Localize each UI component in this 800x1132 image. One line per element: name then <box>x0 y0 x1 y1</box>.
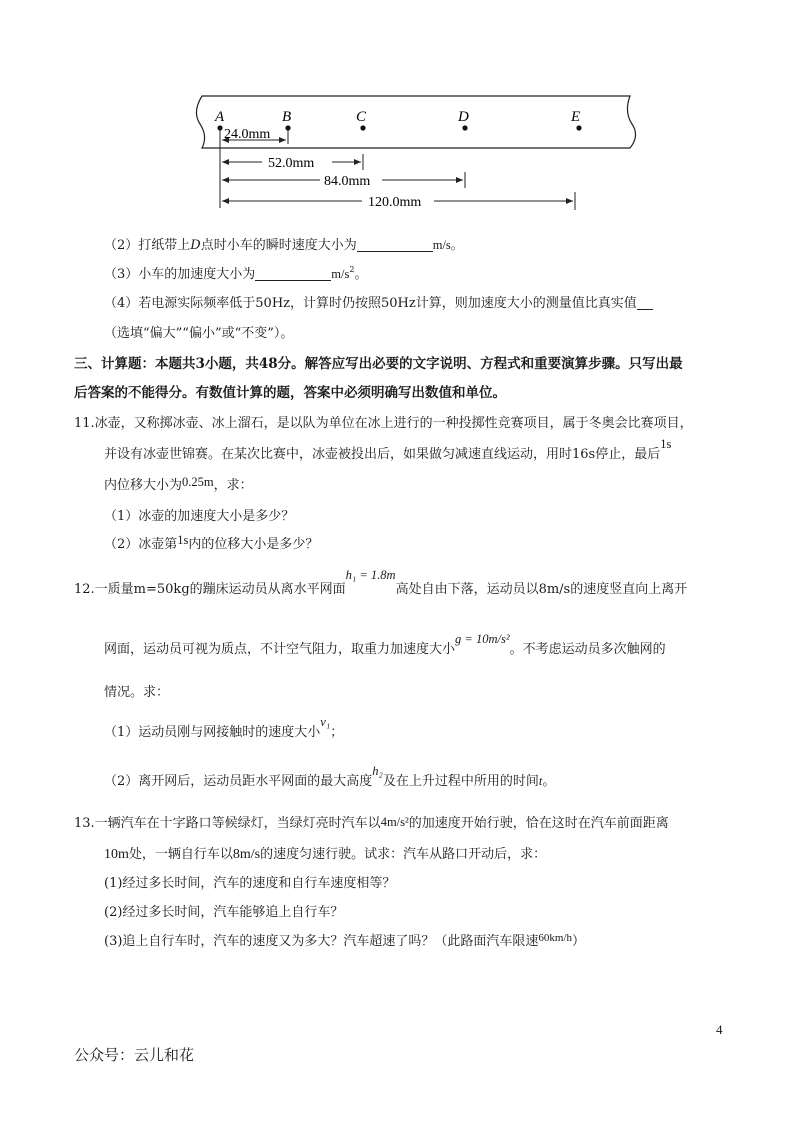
q11-line3-text: 内位移大小为 <box>104 478 183 493</box>
q12-sub2-var: t <box>538 774 543 788</box>
q13-sub2: (2)经过多长时间，汽车能够追上自行车？ <box>104 905 344 920</box>
q13-line1-text: 13.一辆汽车在十字路口等候绿灯，当绿灯亮时汽车以 <box>74 816 381 831</box>
q12-sub1 <box>104 715 344 740</box>
q10-part2-text: （2）打纸带上 <box>104 238 191 253</box>
point-d-dot <box>462 125 467 130</box>
q13-sub3-end: ） <box>572 934 586 949</box>
distance-ac-label: 52.0mm <box>268 156 315 171</box>
q12-sub2 <box>104 764 556 789</box>
q11-line3-end: ，求： <box>213 478 253 493</box>
q13-sub3 <box>104 930 585 949</box>
q12-line2-text: 网面，运动员可视为质点，不计空气阻力，取重力加速度大小 <box>104 642 456 657</box>
point-d-label: D <box>458 109 469 125</box>
q12-line2 <box>104 632 666 657</box>
q10-part4-answer-blank[interactable] <box>637 295 653 310</box>
q11-sub2-text: （2）冰壶第 <box>104 537 178 552</box>
q10-part2-var: D <box>190 238 201 253</box>
distance-ae-label: 120.0mm <box>368 195 422 210</box>
q11-sub2-math: 1s <box>177 533 189 547</box>
q11-line2 <box>104 437 672 462</box>
q13-line1-end: 的加速度开始行驶，恰在这时在汽车前面距离 <box>408 816 669 831</box>
q13-line2 <box>104 843 546 863</box>
q11-sub2-end: 内的位移大小是多少？ <box>188 537 319 552</box>
q13-line2-end: 的速度匀速行驶。试求：汽车从路口开动后，求： <box>260 847 547 862</box>
q12-line1-end: 高处自由下落，运动员以8m/s的速度竖直向上离开 <box>395 582 688 597</box>
q13-line2-text: 处，一辆自行车以 <box>128 847 233 862</box>
q13-line1-math: 4m/s² <box>380 815 409 829</box>
q12-sub1-text: （1）运动员刚与网接触时的速度大小 <box>104 725 321 740</box>
q13-sub3-math: 60km/h <box>538 932 573 944</box>
q10-part3-unit-exp: 2 <box>349 265 355 274</box>
q11-line3 <box>104 474 253 493</box>
q12-line1-text: 12.一质量m=50kg的蹦床运动员从离水平网面 <box>74 582 346 597</box>
q13-sub1: (1)经过多长时间，汽车的速度和自行车速度相等？ <box>104 876 396 891</box>
q10-part2-answer-blank[interactable] <box>357 237 433 252</box>
q10-part3-text: （3）小车的加速度大小为 <box>104 267 256 282</box>
q11-line2-text: 并设有冰壶世锦赛。在某次比赛中，冰壶被投出后，如果做匀减速直线运动，用时16s停止，最后 <box>104 447 661 462</box>
q12-line2-end: 。不考虑运动员多次触网的 <box>509 642 666 657</box>
point-a-label: A <box>215 109 225 125</box>
q10-part3 <box>104 263 367 282</box>
point-c-label: C <box>356 109 367 125</box>
q12-sub1-math: v₁ <box>320 715 331 729</box>
q13-line2-math1: 10m <box>104 847 129 862</box>
q12-line3: 情况。求： <box>104 685 170 700</box>
footer-text: 公众号：云儿和花 <box>74 1046 195 1064</box>
q12-line1 <box>74 568 688 597</box>
q13-line1 <box>74 812 669 831</box>
q10-part3-end: 。 <box>354 267 368 282</box>
q12-sub2-math: h₂ <box>372 764 383 778</box>
q10-part3-unit: m/s <box>331 267 350 281</box>
q10-part4 <box>104 292 653 311</box>
q11-line1: 11.冰壶，又称掷冰壶、冰上溜石，是以队为单位在冰上进行的一种投掷性竞赛项目，属于冬奥会比赛项目， <box>74 416 693 431</box>
q10-part2-unit: m/s。 <box>432 238 464 252</box>
q10-part4-text: （4）若电源实际频率低于50Hz，计算时仍按照50Hz计算，则加速度大小的测量值比真实值 <box>104 296 637 311</box>
point-e-dot <box>576 125 581 130</box>
q10-part2-text2: 点时小车的瞬时速度大小为 <box>200 238 357 253</box>
q12-sub2-end: 。 <box>542 774 556 789</box>
point-b-label: B <box>282 109 292 125</box>
q12-line2-math: g = 10m/s² <box>455 632 510 646</box>
q13-line2-math2: 8m/s <box>232 847 261 862</box>
q11-sub1: （1）冰壶的加速度大小是多少？ <box>104 509 295 524</box>
section3-heading-line1: 三、计算题：本题共3小题，共48分。解答应写出必要的文字说明、方程式和重要演算步骤。只写出最 <box>74 356 683 372</box>
point-e-label: E <box>571 109 581 125</box>
q13-sub3-text: (3)追上自行车时，汽车的速度又为多大？汽车超速了吗？（此路面汽车限速 <box>104 934 539 949</box>
q11-line3-math: 0.25m <box>182 475 214 489</box>
distance-ab-label: 24.0mm <box>224 127 271 142</box>
q10-part4-line2: （选填“偏大”“偏小”或“不变”）。 <box>104 326 294 341</box>
q12-line1-math: h₁ = 1.8m <box>345 568 396 582</box>
distance-ad-label: 84.0mm <box>324 174 371 189</box>
ticker-tape-diagram <box>180 88 650 218</box>
q10-part2 <box>104 234 463 253</box>
q10-part3-answer-blank[interactable] <box>255 266 331 281</box>
q11-sub2 <box>104 533 318 552</box>
q11-line2-math: 1s <box>660 437 672 451</box>
page-number: 4 <box>716 1022 723 1037</box>
q12-sub2-text: （2）离开网后，运动员距水平网面的最大高度 <box>104 774 373 789</box>
q12-sub1-end: ； <box>330 725 344 740</box>
q12-sub2-text2: 及在上升过程中所用的时间 <box>382 774 539 789</box>
point-c-dot <box>360 125 365 130</box>
section3-heading-line2: 后答案的不能得分。有数值计算的题，答案中必须明确写出数值和单位。 <box>74 385 506 401</box>
